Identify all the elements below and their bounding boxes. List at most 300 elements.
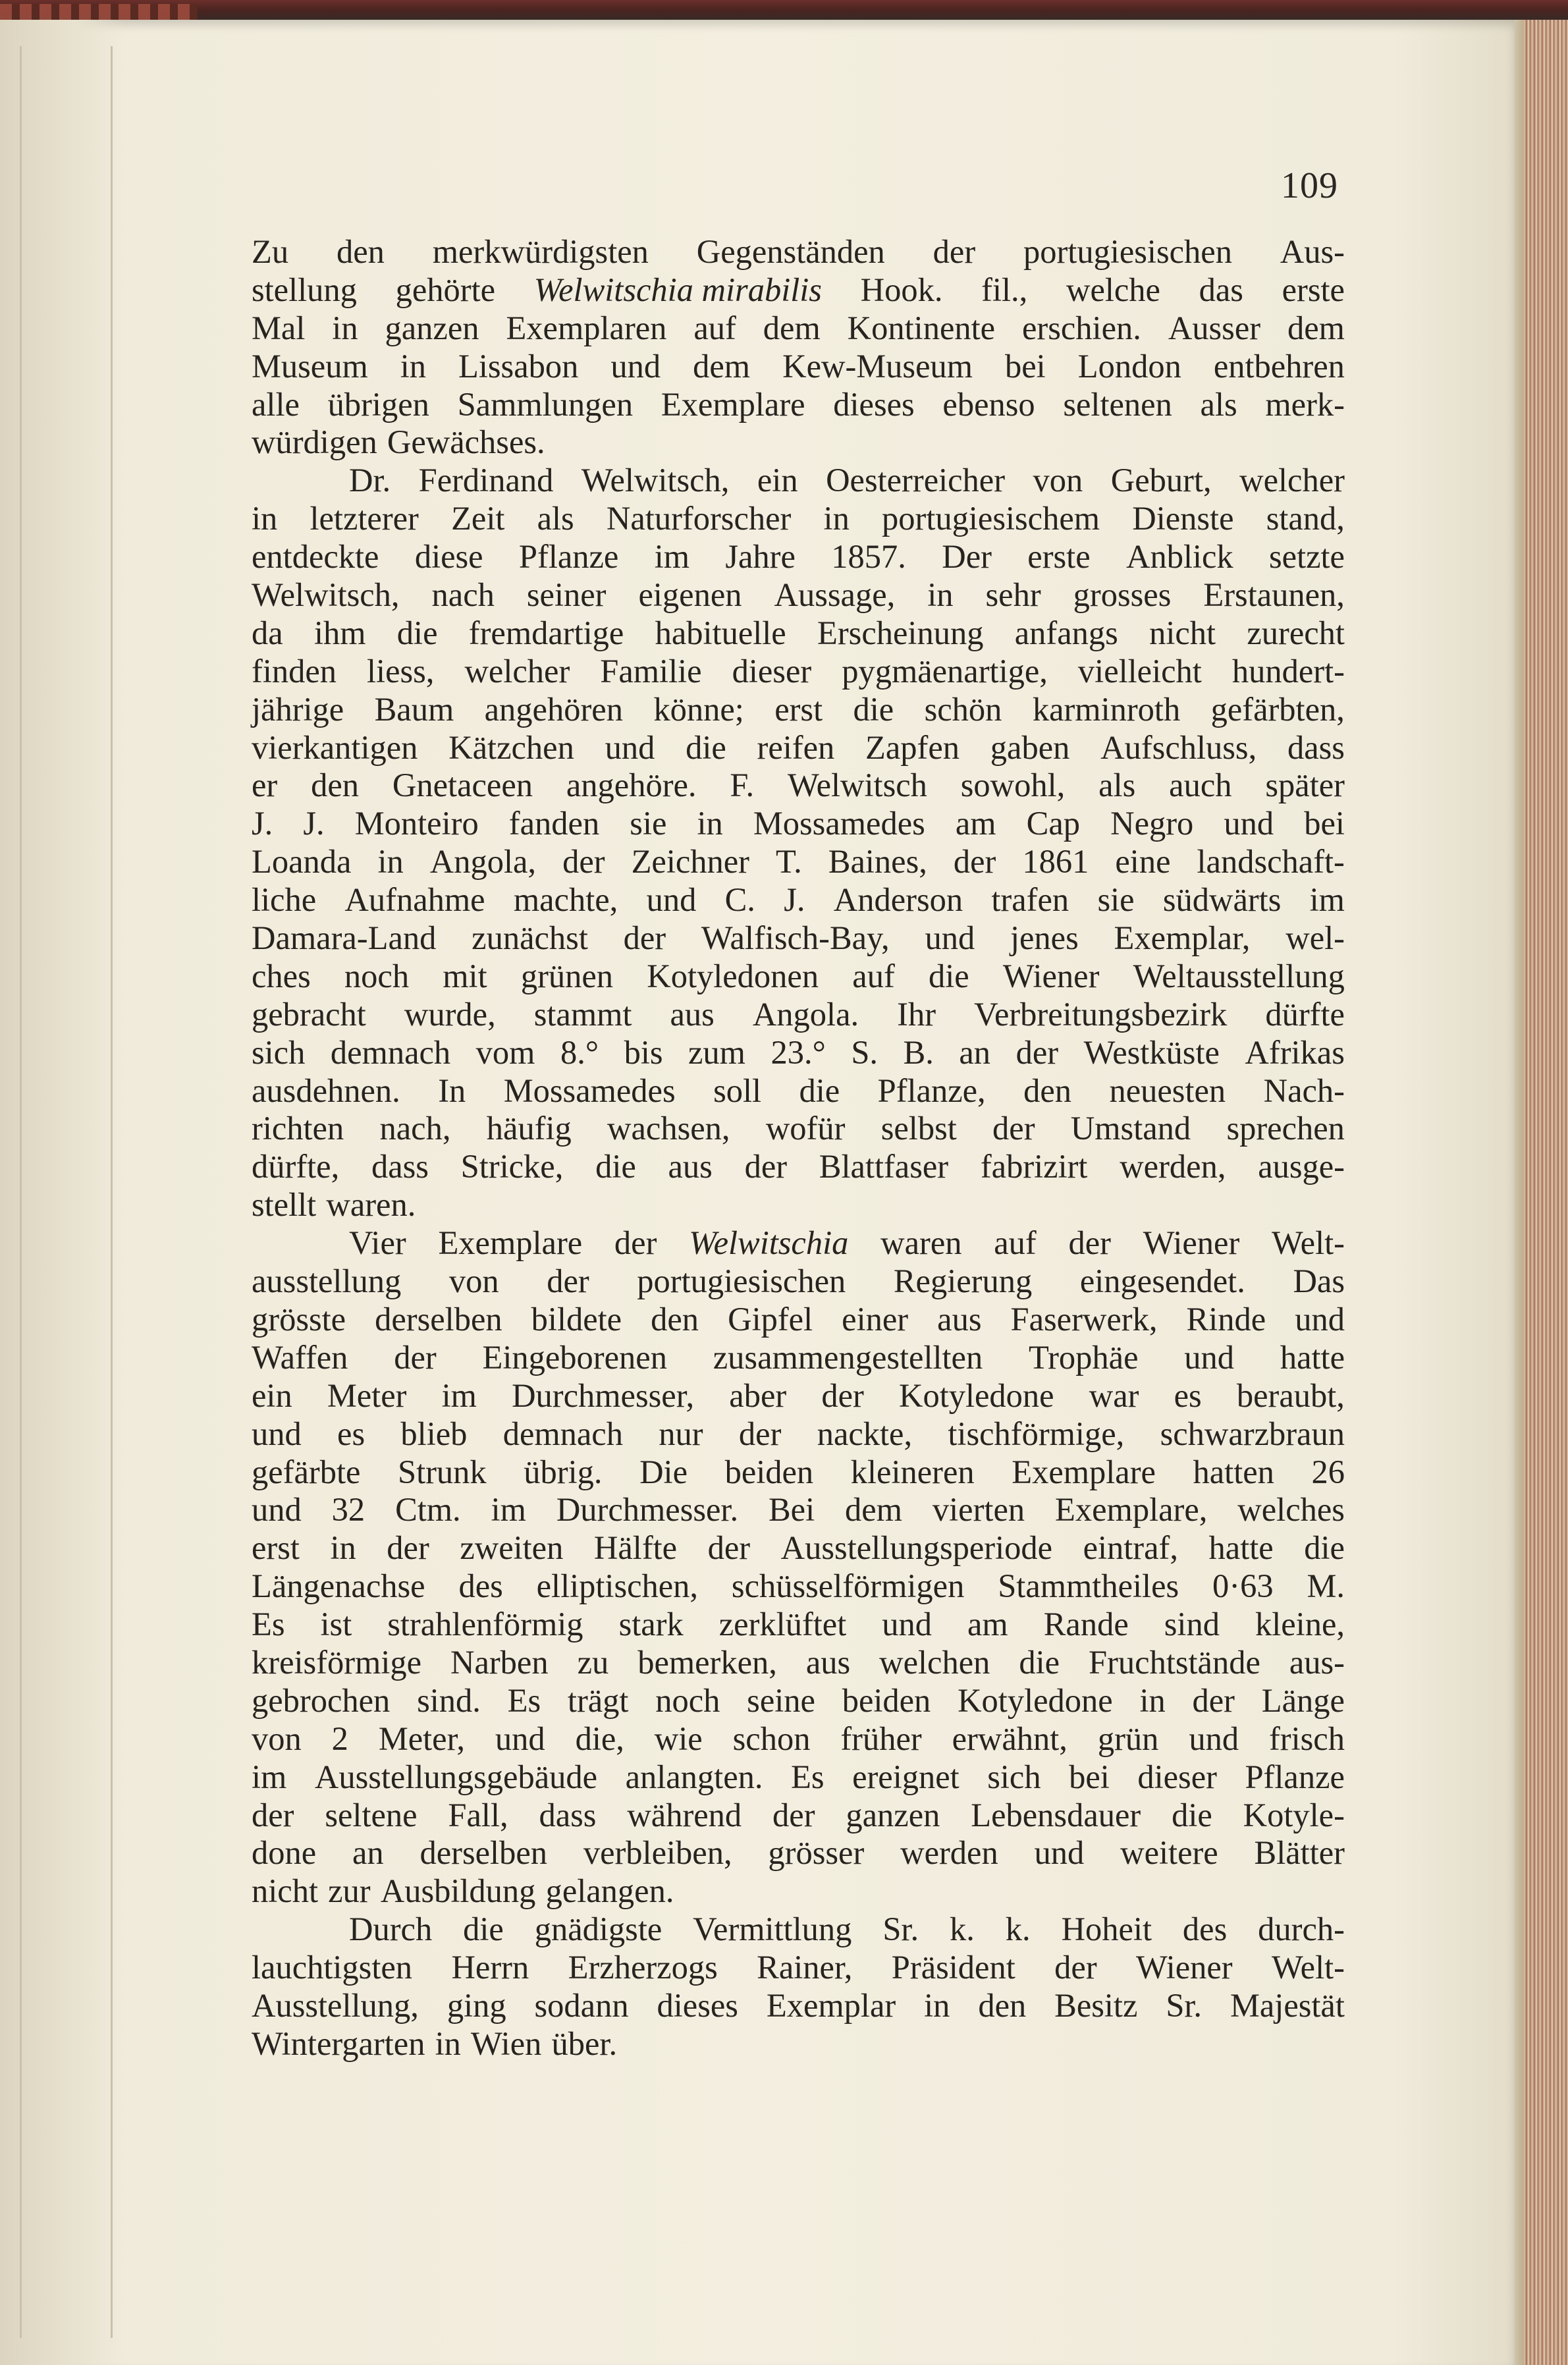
word: der (1015, 1033, 1059, 1071)
word: Rinde (1186, 1300, 1266, 1338)
word: würdigen (252, 423, 377, 461)
word: diese (414, 538, 483, 576)
word: kleine, (1255, 1606, 1345, 1643)
word: ging (446, 1986, 506, 2024)
word: erste (1282, 271, 1345, 308)
word: Exemplar, (1114, 919, 1251, 957)
page-stack-edge (1515, 20, 1568, 2365)
word: demnach (502, 1415, 623, 1452)
word: stammt (533, 995, 632, 1033)
word: nicht (1149, 614, 1216, 651)
word: demnach (330, 1033, 451, 1071)
word: dieses (833, 385, 915, 423)
text-line (252, 1454, 1345, 1492)
word: S. (851, 1033, 879, 1071)
word: Kotyledone (898, 1376, 1054, 1414)
text-line (252, 996, 1345, 1034)
word: angehöre. (566, 767, 697, 804)
word: Dienste (1132, 500, 1234, 537)
word: Welwitsch (787, 767, 927, 804)
word: der (738, 1415, 782, 1452)
word: eingesendet. (1079, 1263, 1245, 1300)
word: übrig. (524, 1453, 603, 1490)
word: noch (655, 1681, 720, 1719)
word: die (928, 957, 969, 994)
word: ist (320, 1606, 352, 1643)
word: Welt- (1272, 1949, 1345, 1986)
word: Zeichner (631, 843, 750, 881)
word: welches (1237, 1491, 1345, 1529)
word: seiner (526, 576, 607, 614)
word: Regierung (893, 1263, 1033, 1300)
text-line (252, 1529, 1345, 1567)
text-line (252, 538, 1345, 576)
word: soll (713, 1072, 762, 1109)
text-line (252, 1797, 1345, 1835)
word: zweiten (460, 1529, 564, 1567)
word: frisch (1268, 1720, 1345, 1757)
word: Exemplare, (1055, 1491, 1208, 1529)
word: 23.° (770, 1033, 826, 1071)
text-line (252, 1034, 1345, 1072)
word: fil., (981, 271, 1028, 308)
word: und (1034, 1834, 1085, 1872)
word: Westküste (1083, 1033, 1220, 1071)
word: sowohl, (960, 767, 1066, 804)
word: Narben (450, 1643, 549, 1681)
text-line (252, 1606, 1345, 1644)
word: seine (747, 1681, 815, 1719)
word: waren (880, 1224, 962, 1262)
word: finden (252, 652, 337, 690)
word: Durchmesser, (512, 1376, 695, 1414)
word: das (1199, 271, 1243, 308)
word: Hook. (860, 271, 943, 308)
word: bemerken, (637, 1643, 777, 1681)
word: J. (784, 881, 805, 919)
body-text (252, 233, 1345, 2063)
word: die (1172, 1796, 1212, 1834)
word: sie (1097, 881, 1135, 919)
word: Aufnahme (344, 881, 485, 919)
word: Faserwerk, (1010, 1300, 1158, 1338)
word: und (1224, 805, 1274, 842)
word: Dr. (349, 462, 391, 499)
word: über. (551, 2025, 618, 2062)
text-line (252, 805, 1345, 843)
word: fabrizirt (980, 1148, 1088, 1185)
word: Stammtheiles (998, 1567, 1179, 1605)
word: seltenen (1063, 385, 1172, 423)
word: Blätter (1254, 1834, 1345, 1872)
word: aber (729, 1376, 787, 1414)
word: Der (942, 538, 992, 576)
word: sie (630, 805, 667, 842)
text-line (252, 423, 1345, 462)
word: erwähnt, (952, 1720, 1068, 1757)
text-line (252, 1224, 1345, 1263)
word: erst (774, 690, 823, 728)
word: C. (724, 881, 755, 919)
word: Exemplare (438, 1224, 583, 1262)
word: ganzen (385, 309, 479, 346)
word: dem (845, 1491, 902, 1529)
text-line (252, 1339, 1345, 1377)
text-line (252, 729, 1345, 767)
word: aus (668, 1148, 713, 1185)
word: und (605, 728, 655, 766)
word: Weltausstellung (1133, 957, 1345, 994)
word: auf (693, 309, 736, 346)
word: Oesterreicher (826, 462, 1006, 499)
word: zerklüftet (718, 1606, 847, 1643)
word: der (614, 1224, 657, 1262)
word: Mal (252, 309, 306, 346)
word: angehören (484, 690, 623, 728)
word: Kew-Museum (782, 347, 973, 385)
word: von (448, 1263, 499, 1300)
word: Naturforscher (606, 500, 792, 537)
word: und (610, 347, 661, 385)
word: ein (252, 1376, 292, 1414)
word: k. (950, 1911, 975, 1948)
word: Wiener (1136, 1949, 1233, 1986)
word: trägt (567, 1681, 629, 1719)
word: Monteiro (354, 805, 479, 842)
word: blieb (400, 1415, 468, 1452)
text-line (252, 653, 1345, 691)
word: welcher (1239, 462, 1345, 499)
word: Wiener (1002, 957, 1100, 994)
word: Meter (327, 1376, 407, 1414)
word: sind (1164, 1606, 1220, 1643)
word: ausdehnen. (252, 1072, 400, 1109)
word: richten (252, 1110, 344, 1147)
word: schwarzbraun (1160, 1415, 1345, 1452)
word: grün (1097, 1720, 1159, 1757)
word: auf (994, 1224, 1037, 1262)
word: waren. (326, 1186, 416, 1224)
word: in (332, 309, 358, 346)
word: done (252, 1834, 317, 1872)
word: schön (924, 690, 1002, 728)
word: eintraf, (1083, 1529, 1178, 1567)
word: 0·63 (1212, 1567, 1274, 1605)
text-line (252, 1415, 1345, 1454)
word: gebrochen (252, 1681, 391, 1719)
word: trafen (991, 881, 1069, 919)
word: Walfisch-Bay, (701, 919, 890, 957)
word: übrigen (327, 385, 429, 423)
word: portugiesischen (1023, 233, 1232, 270)
word: in (435, 2025, 461, 2062)
word: lauchtigsten (252, 1949, 413, 1986)
word: durch- (1258, 1911, 1345, 1948)
word: neuesten (1109, 1072, 1226, 1109)
word: der (562, 843, 605, 881)
word: von (1033, 462, 1083, 499)
word: noch (344, 957, 410, 994)
page-number: 109 (1281, 165, 1338, 206)
binding-stripe (0, 4, 198, 21)
word: in (823, 500, 850, 537)
word: mit (443, 957, 487, 994)
page-edge (1515, 20, 1524, 2365)
word: Es (507, 1681, 541, 1719)
word: gaben (990, 728, 1070, 766)
word: fremdartige (468, 614, 624, 651)
word: Stricke, (460, 1148, 564, 1185)
word: der (547, 1263, 589, 1300)
word: in (697, 805, 723, 842)
word: einer (842, 1300, 909, 1338)
word: die (595, 1148, 636, 1185)
word: grünen (520, 957, 614, 994)
word: strahlenförmig (387, 1606, 583, 1643)
word: Trophäe (1029, 1338, 1139, 1376)
word: Jahre (725, 538, 796, 576)
word: portugiesischen (637, 1263, 846, 1300)
word: machte, (513, 881, 618, 919)
word: Längenachse (252, 1567, 425, 1605)
word: während (627, 1796, 742, 1834)
word: Kotyledone (958, 1681, 1113, 1719)
word: stark (618, 1606, 684, 1643)
text-line (252, 1758, 1345, 1797)
word: auch (1169, 767, 1232, 804)
word: bis (624, 1033, 663, 1071)
word: pygmäenartige, (842, 652, 1048, 690)
word: aus (670, 995, 715, 1033)
word: anfangs (1014, 614, 1118, 651)
word: gefärbte (252, 1453, 361, 1490)
word: Nach- (1263, 1072, 1345, 1109)
word: Hoheit (1061, 1911, 1152, 1948)
word: den (978, 1986, 1027, 2024)
word: bei (1069, 1758, 1110, 1795)
word: dem (1287, 309, 1345, 346)
word: gelangen. (545, 1872, 674, 1910)
word: der (707, 1529, 751, 1567)
word: Aussage, (774, 576, 896, 614)
word: auf (852, 957, 895, 994)
word: Loanda (252, 843, 352, 881)
word: Pflanze, (877, 1072, 986, 1109)
word: merkwürdigsten (432, 233, 649, 270)
word: in (252, 500, 278, 537)
word: des (458, 1567, 503, 1605)
text-line (252, 2025, 1345, 2063)
word: südwärts (1162, 881, 1282, 919)
word: habituelle (655, 614, 786, 651)
word: grosses (1073, 576, 1172, 614)
word: die (396, 614, 438, 651)
word: Familie (600, 652, 702, 690)
word: vielleicht (1077, 652, 1202, 690)
word: im (491, 1491, 526, 1529)
word: anlangten. (625, 1758, 763, 1795)
word: Rainer, (757, 1949, 853, 1986)
word: zunächst (472, 919, 588, 957)
word: grösste (252, 1300, 346, 1338)
word: Ausstellungsgebäude (314, 1758, 598, 1795)
word: später (1265, 767, 1345, 804)
word: hatte (1280, 1338, 1345, 1376)
word: Vermittlung (693, 1911, 852, 1948)
word: und (252, 1415, 302, 1452)
word: der (992, 1110, 1035, 1147)
word: entbehren (1213, 347, 1345, 385)
word: der (252, 1796, 294, 1834)
word: Zapfen (865, 728, 960, 766)
word: Exemplare (661, 385, 805, 423)
word: liche (252, 881, 317, 919)
word: häufig (486, 1110, 572, 1147)
text-line (252, 767, 1345, 805)
word: im (252, 1758, 287, 1795)
text-line (252, 1491, 1345, 1529)
word: sodann (534, 1986, 629, 2024)
word: dem (763, 309, 821, 346)
word: Durchmesser. (556, 1491, 739, 1529)
text-line (252, 919, 1345, 958)
word: nur (659, 1415, 703, 1452)
word: zur (328, 1872, 371, 1910)
word: Welwitsch, (252, 576, 400, 614)
word: zum (688, 1033, 745, 1071)
word: eine (1115, 843, 1171, 881)
word: an (352, 1834, 384, 1872)
word: Aufschluss, (1100, 728, 1257, 766)
word: Zeit (451, 500, 505, 537)
word: Ausser (1168, 309, 1261, 346)
word: Angola, (429, 843, 537, 881)
word: In (438, 1072, 466, 1109)
text-line (252, 1186, 1345, 1224)
word: Länge (1261, 1681, 1345, 1719)
gutter-line (20, 46, 22, 2338)
word: der (1068, 1224, 1111, 1262)
word: es (337, 1415, 365, 1452)
word: Damara-Land (252, 919, 437, 957)
text-line (252, 1911, 1345, 1949)
word: von (252, 1720, 302, 1757)
word: Museum (252, 347, 368, 385)
word: 1861 (1022, 843, 1089, 881)
word: der (1192, 1681, 1235, 1719)
word: Anderson (833, 881, 963, 919)
word: Welwitsch, (581, 462, 730, 499)
word: Pflanze (518, 538, 619, 576)
word: der (772, 1796, 815, 1834)
word: Lebensdauer (971, 1796, 1141, 1834)
word: an (959, 1033, 991, 1071)
italic-word: Welwitschia mirabilis (533, 271, 822, 308)
word: beiden (842, 1681, 931, 1719)
word: in (400, 347, 427, 385)
text-line (252, 1682, 1345, 1720)
word: bei (1005, 347, 1046, 385)
word: im (441, 1376, 477, 1414)
text-line (252, 1567, 1345, 1606)
word: letzterer (310, 500, 419, 537)
word: bei (1304, 805, 1345, 842)
text-line (252, 1263, 1345, 1301)
text-line (252, 1110, 1345, 1148)
word: stellung (252, 271, 357, 308)
word: früher (840, 1720, 922, 1757)
word: Erzherzogs (568, 1949, 718, 1986)
word: J. (303, 805, 325, 842)
word: die (799, 1072, 840, 1109)
word: der (933, 233, 976, 270)
word: eigenen (638, 576, 742, 614)
word: als (1098, 767, 1136, 804)
word: Mossamedes (503, 1072, 676, 1109)
word: Ferdinand (418, 462, 554, 499)
word: setzte (1269, 538, 1345, 576)
word: Welt- (1272, 1224, 1345, 1262)
word: Kätzchen (448, 728, 574, 766)
word: kreisförmige (252, 1643, 422, 1681)
word: ausstellung (252, 1263, 402, 1300)
word: Das (1293, 1263, 1345, 1300)
word: der (744, 1148, 788, 1185)
word: aus (937, 1300, 982, 1338)
word: als (537, 500, 574, 537)
word: dürfte, (252, 1148, 340, 1185)
word: schon (732, 1720, 811, 1757)
word: Baines, (828, 843, 927, 881)
word: dem (693, 347, 751, 385)
word: Ctm. (395, 1491, 461, 1529)
word: sich (987, 1758, 1041, 1795)
word: tischförmige, (948, 1415, 1125, 1452)
word: Lissabon (458, 347, 579, 385)
word: am (967, 1606, 1008, 1643)
word: Gnetaceen (392, 767, 533, 804)
word: dieser (1137, 1758, 1217, 1795)
word: 32 (331, 1491, 365, 1529)
word: karminroth (1032, 690, 1181, 728)
word: aus- (1289, 1643, 1345, 1681)
word: Ausstellungsperiode (780, 1529, 1053, 1567)
text-line (252, 1072, 1345, 1110)
word: und (882, 1606, 932, 1643)
word: Ausbildung (380, 1872, 536, 1910)
word: Erscheinung (817, 614, 984, 651)
text-line (252, 614, 1345, 653)
word: sehr (985, 576, 1041, 614)
text-line (252, 1987, 1345, 2025)
word: die, (575, 1720, 624, 1757)
word: zu (577, 1643, 609, 1681)
word: wel- (1285, 919, 1345, 957)
word: hundert- (1231, 652, 1345, 690)
word: dieser (732, 652, 812, 690)
word: die (853, 690, 894, 728)
word: dieses (657, 1986, 738, 2024)
text-line (252, 576, 1345, 614)
word: Aus- (1280, 233, 1345, 270)
text-line (252, 1872, 1345, 1911)
word: vierkantigen (252, 728, 418, 766)
page-gutter (0, 20, 125, 2365)
text-line (252, 1644, 1345, 1682)
word: vierten (932, 1491, 1025, 1529)
word: fanden (508, 805, 600, 842)
word: Strunk (398, 1453, 487, 1490)
